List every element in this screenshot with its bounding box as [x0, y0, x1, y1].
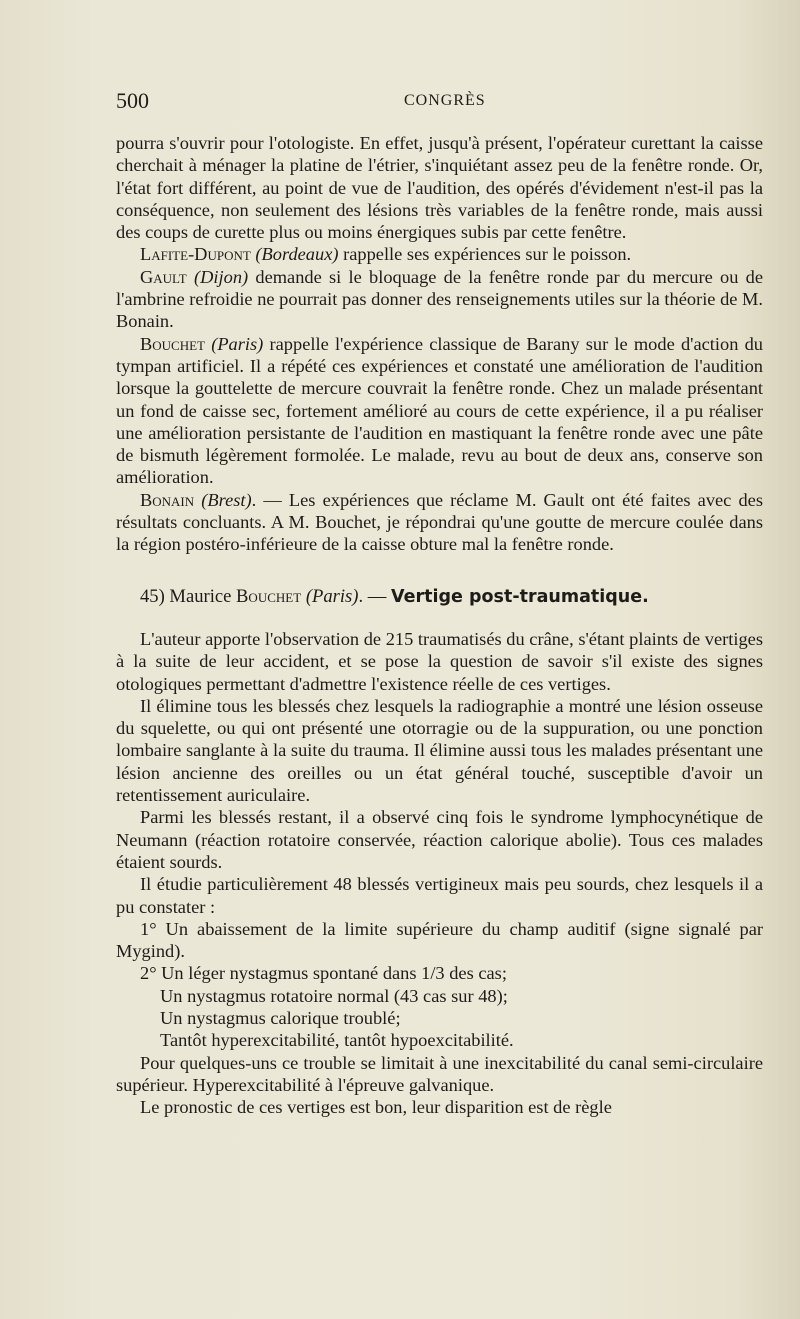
paragraph: Le pronostic de ces vertiges est bon, leur disparition est de règle [140, 1097, 612, 1118]
section-city: (Paris) [305, 585, 359, 607]
paragraph: Il élimine tous les blessés chez lesquels la radiographie a montré une lésion osseuse du squelette, ou qui ont présenté une otorragie ou de la suppuration, ou une ponction lombaire sanglante à la suite du trauma. Il élimine aussi tous les malades présentant une lésion ancienne des oreilles ou un état général touché, susceptible d'avoir un retentissement auriculaire. [116, 695, 763, 806]
text-column [116, 132, 763, 1118]
section-gap [116, 556, 763, 586]
section-number: 45) Maurice [140, 585, 237, 607]
paragraph: Il étudie particulièrement 48 blessés vertigineux mais peu sourds, chez lesquels il a pu constater : [116, 874, 763, 917]
running-title: CONGRÈS [404, 92, 486, 109]
paragraph-text: . — Les expériences que réclame M. Gault ont été faites avec des résultats concluants. A M. Bouchet, je répondrai qu'une goutte de mercure coulée dans la région postéro-inférieure de la caisse obture mal la fenêtre ronde. [116, 489, 763, 555]
paragraph: Parmi les blessés restant, il a observé cinq fois le syndrome lymphocynétique de Neumann (réaction rotatoire conservée, réaction calorique abolie). Tous ces malades étaient sourds. [116, 807, 763, 872]
paragraph-gault [116, 266, 763, 333]
speaker-city: (Paris) [211, 333, 264, 354]
section-dash: . — [358, 585, 392, 607]
speaker-city: (Bordeaux) [255, 244, 339, 265]
paragraph-bonain [116, 489, 763, 556]
list-item: Tantôt hyperexcitabilité, tantôt hypoexcitabilité. [160, 1030, 514, 1051]
list-item: 2° Un léger nystagmus spontané dans 1/3 des cas; [140, 963, 507, 984]
paragraph-continuation: pourra s'ouvrir pour l'otologiste. En effet, jusqu'à présent, l'opérateur curettant la caisse cherchait à ménager la platine de l'étrier, s'inquiétant assez peu de la fenêtre ronde. Or, l'état fort différent, au point de vue de l'audition, des opérés d'évidement n'est-il pas la conséquence, non seulement des lésions très variables de la fenêtre ronde, mais aussi des coups de curette plus ou moins énergiques subis par cette fenêtre. [116, 133, 763, 243]
list-item: Un nystagmus rotatoire normal (43 cas sur 48); [160, 985, 508, 1006]
paragraph-lafite-dupont [116, 243, 763, 265]
heading-gap [116, 608, 763, 628]
list-item: 1° Un abaissement de la limite supérieure du champ auditif (signe signalé par Mygind). [116, 918, 763, 962]
list-item: Un nystagmus calorique troublé; [160, 1007, 401, 1028]
page-header [116, 88, 766, 116]
speaker-name: Gault [140, 266, 187, 287]
section-author: Bouchet [236, 585, 302, 607]
paragraph-text: demande si le bloquage de la fenêtre ronde par du mercure ou de l'ambrine refroidie ne pourrait pas donner des renseignements utiles sur la théorie de M. Bonain. [116, 266, 763, 332]
paragraph-bouchet [116, 333, 763, 489]
paragraph-text: rappelle ses expériences sur le poisson. [338, 244, 632, 265]
speaker-city: (Brest) [201, 489, 252, 510]
section-heading [116, 586, 763, 608]
paragraph: L'auteur apporte l'observation de 215 traumatisés du crâne, s'étant plaints de vertiges à la suite de leur accident, et se pose la question de savoir s'il existe des signes otologiques permettant d'admettre l'existence réelle de ces vertiges. [116, 628, 763, 694]
speaker-name: Bonain [140, 489, 195, 510]
paragraph-text: rappelle l'expérience classique de Barany sur le mode d'action du tympan artificiel. Il a répété ces expériences et constaté une amélioration de l'audition lorsque la gouttelette de mercure couvrait la fenêtre ronde. Chez un malade présentant un fond de caisse sec, fortement amélioré au cours de cette expérience, il a pu réaliser une amélioration persistante de l'audition en mastiquant la fenêtre ronde avec une pâte de bismuth légèrement formolée. Le malade, revu au bout de deux ans, conserve son amélioration. [116, 333, 763, 488]
speaker-city: (Dijon) [194, 266, 249, 287]
paragraph: Pour quelques-uns ce trouble se limitait à une inexcitabilité du canal semi-circulaire supérieur. Hyperexcitabilité à l'épreuve galvanique. [116, 1052, 763, 1095]
page-number: 500 [116, 88, 149, 113]
section-title: Vertige post-traumatique. [391, 586, 649, 607]
speaker-name: Lafite-Dupont [140, 244, 251, 265]
speaker-name: Bouchet [140, 333, 205, 354]
